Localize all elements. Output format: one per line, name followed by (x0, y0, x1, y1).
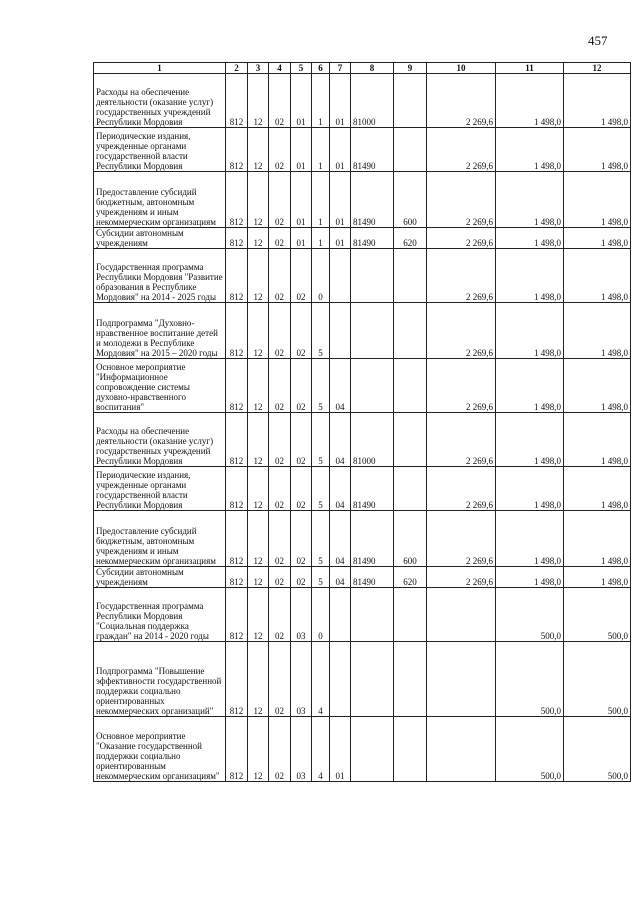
cell-col-5: 03 (291, 642, 312, 717)
row-name-cell: Предоставление субсидий бюджетным, автономным учреждениям и иным некоммерческим организациям (94, 511, 226, 567)
cell-col-6: 1 (312, 74, 330, 128)
table-row (94, 249, 631, 303)
cell-col-11: 1 498,0 (496, 511, 564, 567)
cell-col-4: 02 (269, 467, 291, 511)
cell-col-10: 2 269,6 (427, 228, 496, 249)
row-name-cell: Основное мероприятие "Оказание государственной поддержки социально ориентированным некоммерческим организациям" (94, 717, 226, 782)
cell-col-11: 500,0 (496, 717, 564, 782)
cell-col-4: 02 (269, 511, 291, 567)
cell-col-7: 01 (330, 717, 351, 782)
cell-col-6: 0 (312, 588, 330, 642)
cell-col-9: 620 (394, 228, 427, 249)
row-name-cell: Расходы на обеспечение деятельности (оказание услуг) государственных учреждений Республики Мордовия (94, 74, 226, 128)
cell-col-9 (394, 717, 427, 782)
cell-col-10: 2 269,6 (427, 172, 496, 228)
cell-col-7 (330, 588, 351, 642)
column-header-2: 2 (226, 63, 248, 74)
cell-col-11: 1 498,0 (496, 228, 564, 249)
cell-col-4: 02 (269, 567, 291, 588)
cell-col-8 (351, 303, 394, 359)
cell-col-8 (351, 588, 394, 642)
cell-col-4: 02 (269, 128, 291, 172)
cell-col-6: 5 (312, 467, 330, 511)
table-body (94, 74, 631, 782)
cell-col-3: 12 (248, 567, 269, 588)
cell-col-5: 02 (291, 413, 312, 467)
cell-col-9 (394, 128, 427, 172)
row-name-cell: Подпрограмма "Повышение эффективности государственной поддержки социально ориентированных некоммерческих организаций" (94, 642, 226, 717)
cell-col-5: 02 (291, 303, 312, 359)
column-header-10: 10 (427, 63, 496, 74)
cell-col-6: 4 (312, 717, 330, 782)
cell-col-2: 812 (226, 717, 248, 782)
header-row (94, 63, 631, 74)
cell-col-12: 1 498,0 (564, 467, 631, 511)
cell-col-10: 2 269,6 (427, 567, 496, 588)
cell-col-10: 2 269,6 (427, 128, 496, 172)
cell-col-2: 812 (226, 128, 248, 172)
cell-col-2: 812 (226, 642, 248, 717)
cell-col-5: 01 (291, 74, 312, 128)
row-name-cell: Основное мероприятие "Информационное сопровождение системы духовно-нравственного воспитания" (94, 359, 226, 413)
cell-col-8: 81490 (351, 567, 394, 588)
column-header-7: 7 (330, 63, 351, 74)
cell-col-2: 812 (226, 467, 248, 511)
cell-col-3: 12 (248, 74, 269, 128)
cell-col-10: 2 269,6 (427, 359, 496, 413)
row-name-cell: Государственная программа Республики Мордовия "Социальная поддержка граждан" на 2014 - 2020 годы (94, 588, 226, 642)
table-row (94, 359, 631, 413)
cell-col-2: 812 (226, 249, 248, 303)
row-name-cell: Подпрограмма "Духовно-нравственное воспитание детей и молодежи в Республике Мордовия" на 2015 – 2020 годы (94, 303, 226, 359)
cell-col-11: 1 498,0 (496, 74, 564, 128)
cell-col-12: 500,0 (564, 642, 631, 717)
cell-col-3: 12 (248, 172, 269, 228)
cell-col-5: 03 (291, 717, 312, 782)
cell-col-5: 02 (291, 467, 312, 511)
cell-col-5: 01 (291, 128, 312, 172)
cell-col-11: 1 498,0 (496, 249, 564, 303)
cell-col-9 (394, 249, 427, 303)
cell-col-2: 812 (226, 413, 248, 467)
cell-col-8: 81490 (351, 172, 394, 228)
table-row (94, 228, 631, 249)
cell-col-2: 812 (226, 567, 248, 588)
cell-col-9: 620 (394, 567, 427, 588)
cell-col-8 (351, 359, 394, 413)
cell-col-6: 1 (312, 172, 330, 228)
cell-col-12: 1 498,0 (564, 303, 631, 359)
cell-col-4: 02 (269, 249, 291, 303)
cell-col-2: 812 (226, 511, 248, 567)
cell-col-3: 12 (248, 128, 269, 172)
cell-col-7: 01 (330, 172, 351, 228)
column-header-9: 9 (394, 63, 427, 74)
cell-col-6: 4 (312, 642, 330, 717)
cell-col-2: 812 (226, 303, 248, 359)
row-name-cell: Периодические издания, учрежденные органами государственной власти Республики Мордовия (94, 128, 226, 172)
cell-col-9 (394, 588, 427, 642)
cell-col-6: 5 (312, 567, 330, 588)
row-name-cell: Предоставление субсидий бюджетным, автономным учреждениям и иным некоммерческим организациям (94, 172, 226, 228)
cell-col-10: 2 269,6 (427, 511, 496, 567)
table-row (94, 467, 631, 511)
cell-col-10 (427, 588, 496, 642)
cell-col-6: 1 (312, 228, 330, 249)
cell-col-11: 1 498,0 (496, 413, 564, 467)
cell-col-5: 01 (291, 172, 312, 228)
row-name-cell: Расходы на обеспечение деятельности (оказание услуг) государственных учреждений Республики Мордовия (94, 413, 226, 467)
cell-col-3: 12 (248, 588, 269, 642)
cell-col-11: 1 498,0 (496, 303, 564, 359)
table-row (94, 717, 631, 782)
column-header-8: 8 (351, 63, 394, 74)
cell-col-8: 81490 (351, 511, 394, 567)
cell-col-12: 500,0 (564, 588, 631, 642)
cell-col-5: 02 (291, 249, 312, 303)
cell-col-11: 1 498,0 (496, 359, 564, 413)
column-header-12: 12 (564, 63, 631, 74)
cell-col-10: 2 269,6 (427, 249, 496, 303)
cell-col-7: 01 (330, 74, 351, 128)
table-row (94, 511, 631, 567)
cell-col-8: 81490 (351, 467, 394, 511)
cell-col-11: 1 498,0 (496, 467, 564, 511)
cell-col-9 (394, 303, 427, 359)
cell-col-3: 12 (248, 511, 269, 567)
cell-col-9 (394, 642, 427, 717)
cell-col-4: 02 (269, 172, 291, 228)
cell-col-3: 12 (248, 228, 269, 249)
cell-col-8: 81000 (351, 413, 394, 467)
cell-col-3: 12 (248, 413, 269, 467)
row-name-cell: Государственная программа Республики Мордовия "Развитие образования в Республике Мордовия" на 2014 - 2025 годы (94, 249, 226, 303)
cell-col-2: 812 (226, 359, 248, 413)
cell-col-10: 2 269,6 (427, 467, 496, 511)
cell-col-12: 1 498,0 (564, 128, 631, 172)
cell-col-9 (394, 359, 427, 413)
cell-col-8 (351, 717, 394, 782)
cell-col-2: 812 (226, 74, 248, 128)
page-number: 457 (588, 33, 608, 48)
cell-col-6: 0 (312, 249, 330, 303)
cell-col-5: 03 (291, 588, 312, 642)
cell-col-8: 81490 (351, 128, 394, 172)
cell-col-4: 02 (269, 642, 291, 717)
cell-col-9: 600 (394, 511, 427, 567)
cell-col-6: 5 (312, 413, 330, 467)
cell-col-7: 01 (330, 128, 351, 172)
cell-col-12: 1 498,0 (564, 413, 631, 467)
cell-col-7: 04 (330, 359, 351, 413)
column-header-1: 1 (94, 63, 226, 74)
cell-col-4: 02 (269, 588, 291, 642)
row-name-cell: Субсидии автономным учреждениям (94, 228, 226, 249)
cell-col-8 (351, 642, 394, 717)
cell-col-4: 02 (269, 413, 291, 467)
table-row (94, 642, 631, 717)
cell-col-11: 1 498,0 (496, 172, 564, 228)
cell-col-12: 500,0 (564, 717, 631, 782)
cell-col-6: 5 (312, 511, 330, 567)
column-header-3: 3 (248, 63, 269, 74)
cell-col-9 (394, 467, 427, 511)
cell-col-4: 02 (269, 228, 291, 249)
cell-col-8: 81000 (351, 74, 394, 128)
cell-col-10 (427, 717, 496, 782)
cell-col-7: 01 (330, 228, 351, 249)
column-header-5: 5 (291, 63, 312, 74)
cell-col-11: 500,0 (496, 588, 564, 642)
cell-col-4: 02 (269, 359, 291, 413)
cell-col-6: 5 (312, 303, 330, 359)
cell-col-2: 812 (226, 588, 248, 642)
cell-col-5: 02 (291, 567, 312, 588)
cell-col-7: 04 (330, 413, 351, 467)
cell-col-9: 600 (394, 172, 427, 228)
cell-col-12: 1 498,0 (564, 74, 631, 128)
cell-col-10 (427, 642, 496, 717)
column-header-4: 4 (269, 63, 291, 74)
cell-col-3: 12 (248, 249, 269, 303)
cell-col-8 (351, 249, 394, 303)
cell-col-4: 02 (269, 74, 291, 128)
cell-col-7: 04 (330, 467, 351, 511)
table-row (94, 567, 631, 588)
cell-col-2: 812 (226, 228, 248, 249)
cell-col-10: 2 269,6 (427, 413, 496, 467)
cell-col-4: 02 (269, 717, 291, 782)
cell-col-7 (330, 249, 351, 303)
table-row (94, 588, 631, 642)
cell-col-3: 12 (248, 303, 269, 359)
budget-table (93, 62, 631, 782)
cell-col-12: 1 498,0 (564, 172, 631, 228)
cell-col-7: 04 (330, 511, 351, 567)
cell-col-5: 02 (291, 359, 312, 413)
cell-col-4: 02 (269, 303, 291, 359)
cell-col-9 (394, 74, 427, 128)
cell-col-5: 01 (291, 228, 312, 249)
table-row (94, 128, 631, 172)
table-row (94, 303, 631, 359)
cell-col-3: 12 (248, 717, 269, 782)
cell-col-10: 2 269,6 (427, 303, 496, 359)
cell-col-12: 1 498,0 (564, 511, 631, 567)
cell-col-7: 04 (330, 567, 351, 588)
cell-col-7 (330, 303, 351, 359)
cell-col-12: 1 498,0 (564, 228, 631, 249)
table-row (94, 74, 631, 128)
cell-col-6: 1 (312, 128, 330, 172)
column-header-11: 11 (496, 63, 564, 74)
cell-col-3: 12 (248, 359, 269, 413)
cell-col-11: 1 498,0 (496, 128, 564, 172)
column-header-6: 6 (312, 63, 330, 74)
cell-col-6: 5 (312, 359, 330, 413)
cell-col-5: 02 (291, 511, 312, 567)
row-name-cell: Периодические издания, учрежденные органами государственной власти Республики Мордовия (94, 467, 226, 511)
cell-col-12: 1 498,0 (564, 359, 631, 413)
cell-col-9 (394, 413, 427, 467)
table-row (94, 172, 631, 228)
cell-col-7 (330, 642, 351, 717)
cell-col-11: 1 498,0 (496, 567, 564, 588)
cell-col-10: 2 269,6 (427, 74, 496, 128)
row-name-cell: Субсидии автономным учреждениям (94, 567, 226, 588)
cell-col-12: 1 498,0 (564, 567, 631, 588)
cell-col-3: 12 (248, 642, 269, 717)
cell-col-11: 500,0 (496, 642, 564, 717)
table-row (94, 413, 631, 467)
cell-col-8: 81490 (351, 228, 394, 249)
cell-col-3: 12 (248, 467, 269, 511)
cell-col-12: 1 498,0 (564, 249, 631, 303)
cell-col-2: 812 (226, 172, 248, 228)
